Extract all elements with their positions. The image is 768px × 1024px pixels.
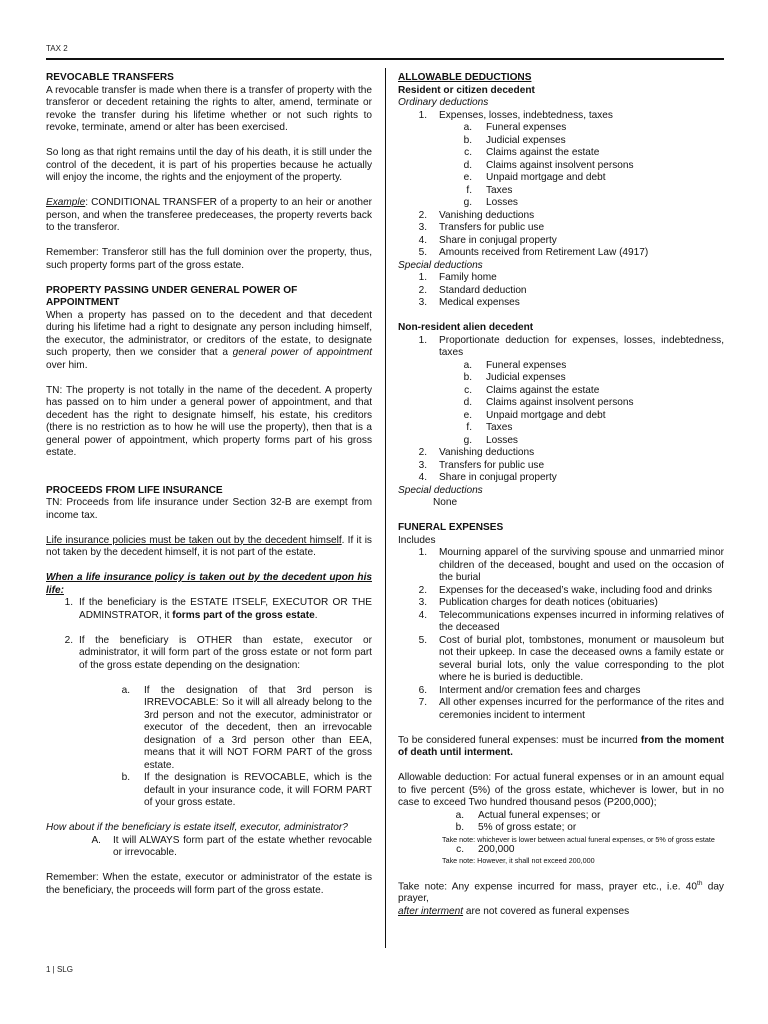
column-divider [385,68,386,948]
list-letter: b. [455,822,464,833]
list-letter: a. [463,359,472,371]
revocable-heading: REVOCABLE TRANSFERS [46,72,174,83]
beneficiary-question: How about if the beneficiary is estate itself, executor, administrator? [46,822,348,833]
list-item [46,635,372,673]
take-note-cap: Take note: However, it shall not exceed 200,000 [442,856,595,865]
funeral-includes: Includes [398,534,436,546]
list-text: If the designation of that 3rd person is IRREVOCABLE: So it will all already belong to the 3rd person and not the executor, administrator or executor of the decedent, then an irrevocable designation of a 3rd person other than EEA, means that it will NOT FORM PART of the gross estate. [144,684,372,771]
list-item [398,410,724,423]
list-text: Losses [486,197,518,208]
funeral-final-note [398,878,724,919]
list-letter: b. [121,772,130,783]
list-text: Claims against insolvent persons [486,159,634,171]
list-number: 5. [418,247,427,258]
example-text: : CONDITIONAL TRANSFER of a property to an heir or another person, and when the transferee predeceases, the property reverts back to the transferor. [46,197,372,233]
item1-end: . [314,609,318,621]
list-item [46,685,372,773]
list-number: 2. [418,209,427,221]
final-note-end: are not covered as funeral expenses [463,905,630,917]
insurance-tn: TN: Proceeds from life insurance under Section 32-B are exempt from income tax. [46,497,372,521]
list-item [398,110,724,123]
revocable-p1: A revocable transfer is made when there is a transfer of property with the transferor or decedent retaining the rights to alter, amend, terminate or revoke the transfer during his lifetime whether or not such rights to revoke, terminate, amend or alter has been exercised. [46,84,372,133]
list-item [46,772,372,810]
list-text: All other expenses incurred for the performance of the rites and ceremonies incident to interment [439,697,724,721]
left-column [46,72,372,910]
gpa-p1-end: over him. [46,359,88,371]
list-item [398,197,724,210]
list-item [398,435,724,448]
list-letter: e. [463,172,472,183]
list-item [398,360,724,373]
list-letter: c. [456,843,464,855]
list-item [398,597,724,610]
example-label: Example [46,197,86,208]
insurance-heading: PROCEEDS FROM LIFE INSURANCE [46,484,223,496]
list-item [398,185,724,198]
final-note-text: Take note: Any expense incurred for mass, prayer etc., i.e. 40 [398,880,698,892]
revocable-p2: So long as that right remains until the day of his death, it is still under the control of the decedent, it is part of his properties because he actually will enjoy the income, the rights and the enjoyment of the property. [46,147,372,183]
item1-text: If the beneficiary is the ESTATE ITSELF, EXECUTOR OR THE ADMINSTRATOR, it [79,597,372,621]
list-number: 4. [418,609,427,621]
list-text: Interment and/or cremation fees and charges [439,684,641,696]
list-item [398,272,724,285]
list-item [398,147,724,160]
list-text: Claims against the estate [486,384,600,396]
gpa-p1-text: When a property has passed on to the decedent and that decedent during his lifetime had a right to designate any person including himself, the executor, the administrator, or creditors of the estate, to designate such property, then we consider that a [46,309,372,358]
list-letter: d. [463,397,472,408]
list-text: 200,000 [478,843,515,855]
gpa-p1-italic: general power of appointment [232,347,372,358]
list-item [398,547,724,585]
list-item [398,397,724,410]
list-number: 4. [418,472,427,483]
consider-bold: from the moment of death until interment. [398,734,724,758]
list-text: Taxes [486,422,513,433]
page-footer: 1 | SLG [46,965,73,974]
list-text: Vanishing deductions [439,447,535,458]
list-text: Claims against insolvent persons [486,397,634,408]
list-item [398,135,724,148]
policy-rule-underlined: Life insurance policies must be taken out by the decedent himself [46,534,342,546]
list-number: 2. [418,447,427,458]
list-text: Cost of burial plot, tombstones, monument or mausoleum but not their upkeep. In case the deceased owns a family estate or several burial lots, only the value corresponding to the plot where he is buried is deductible. [439,634,724,683]
nra-special-none: None [433,497,458,508]
list-number: 2. [418,584,427,596]
list-item [398,335,724,360]
list-letter: g. [463,434,472,446]
right-column [398,72,724,918]
running-header: TAX 2 [46,44,68,53]
take-note-lower: Take note: whichever is lower between actual funeral expenses, or 5% of gross estate [442,834,715,844]
list-item [398,447,724,460]
list-letter: g. [463,197,472,208]
list-number: 7. [418,697,427,708]
list-number: 3. [418,597,427,608]
list-number: 1. [418,272,427,283]
list-text: Claims against the estate [486,147,600,158]
list-item [398,247,724,260]
list-item [398,822,724,835]
list-text: Funeral expenses [486,359,567,371]
list-text: Proportionate deduction for expenses, losses, indebtedness, taxes [439,334,724,358]
list-item [398,285,724,298]
list-item [398,685,724,698]
list-number: 3. [418,297,427,308]
list-text: Losses [486,434,518,446]
list-text: 5% of gross estate; or [478,822,577,833]
list-text: Transfers for public use [439,459,545,471]
list-text: Funeral expenses [486,122,567,133]
list-text: Share in conjugal property [439,472,557,483]
list-number: 5. [418,634,427,646]
list-item [398,697,724,722]
gpa-heading: PROPERTY PASSING UNDER GENERAL POWER OF APPOINTMENT [46,284,298,308]
list-item [398,422,724,435]
list-letter: a. [463,122,472,133]
final-note-mid: day prayer, [398,880,724,905]
list-text: Transfers for public use [439,222,545,233]
list-item [46,835,372,860]
list-item [398,810,724,823]
list-number: 1. [418,109,427,121]
list-item [398,210,724,223]
final-note-sup: th [697,879,703,887]
funeral-allowable: Allowable deduction: For actual funeral expenses or in an amount equal to five percent (5%) of the gross estate, whichever is lower, but in no case to exceed Two hundred thousand pesos (P200,000); [398,772,724,808]
list-text: Amounts received from Retirement Law (4917) [439,247,649,258]
list-item [398,585,724,598]
revocable-remember: Remember: Transferor still has the full dominion over the property, thus, such property forms part of the gross estate. [46,247,372,271]
list-item [398,235,724,248]
list-letter: a. [455,809,464,821]
list-number: 1. [64,597,73,608]
nra-special-label: Special deductions [398,484,483,496]
list-text: Vanishing deductions [439,209,535,221]
list-text: Expenses for the deceased’s wake, including food and drinks [439,584,713,596]
ordinary-label: Ordinary deductions [398,97,489,108]
funeral-heading: FUNERAL EXPENSES [398,522,504,533]
list-letter: c. [464,384,472,396]
list-letter: a. [121,684,130,696]
list-text: Judicial expenses [486,134,566,146]
list-item [398,222,724,235]
consider-text: To be considered funeral expenses: must be incurred [398,734,641,746]
list-letter: c. [464,147,472,158]
list-text: Judicial expenses [486,372,566,383]
when-heading: When a life insurance policy is taken out by the decedent upon his life: [46,572,372,596]
gpa-p2: TN: The property is not totally in the name of the decedent. A property has passed on to him under a general power of appointment, and that decedent has the right to designate himself, his estate, his creditors (there is no restriction as to how he will use the property), then that is a general power of appointment, which property forms part of his gross estate. [46,384,372,458]
list-item [398,172,724,185]
list-item [398,297,724,310]
list-text: Actual funeral expenses; or [478,809,601,821]
list-text: Publication charges for death notices (obituaries) [439,597,658,608]
list-text: Standard deduction [439,284,527,296]
list-number: 2. [418,284,427,296]
final-note-italic: after interment [398,905,464,917]
list-text: If the designation is REVOCABLE, which is the default in your insurance code, it will FORM PART of your gross estate. [144,772,372,808]
list-letter: f. [466,422,472,433]
list-number: 3. [418,459,427,471]
list-letter: A. [91,834,101,846]
list-letter: b. [463,372,472,383]
list-item [398,385,724,398]
list-text: If the beneficiary is OTHER than estate, executor or administrator, it will form part of the gross estate or not form part of the gross estate depending on the designation: [79,634,372,671]
list-text: Telecommunications expenses incurred in informing relatives of the deceased [439,609,724,633]
list-text: Family home [439,272,497,283]
list-number: 2. [64,634,73,646]
list-item [398,460,724,473]
allowable-heading: ALLOWABLE DEDUCTIONS [398,72,532,83]
list-text: Expenses, losses, indebtedness, taxes [439,109,613,121]
special-label: Special deductions [398,259,483,271]
funeral-consider [398,735,724,760]
list-letter: e. [463,409,472,421]
list-text: Mourning apparel of the surviving spouse and unmarried minor children of the deceased, bought and used on the occasion of the burial [439,547,724,583]
list-text: Share in conjugal property [439,234,557,246]
header-rule [46,58,724,60]
list-text: Medical expenses [439,297,520,308]
list-number: 1. [418,547,427,558]
insurance-policy-rule [46,535,372,560]
list-item [46,597,372,622]
list-item [398,472,724,485]
policy-rule-rest: . If it is not taken by the decedent himself, it is not part of the estate. [46,534,372,558]
list-number: 6. [418,684,427,696]
resident-heading: Resident or citizen decedent [398,84,535,96]
list-text: Unpaid mortgage and debt [486,409,606,421]
list-number: 1. [418,334,427,346]
list-letter: d. [463,159,472,171]
revocable-example [46,197,372,235]
list-number: 4. [418,234,427,246]
gpa-p1 [46,310,372,373]
list-letter: f. [466,184,472,196]
list-text: Unpaid mortgage and debt [486,172,606,183]
list-item [398,160,724,173]
nra-heading: Non-resident alien decedent [398,322,534,333]
list-text: It will ALWAYS form part of the estate whether revocable or irrevocable. [113,834,372,858]
list-item [398,635,724,685]
list-item [398,372,724,385]
list-text [79,597,372,622]
list-item [398,844,724,857]
item1-bold: forms part of the gross estate [172,609,315,621]
list-number: 3. [418,222,427,233]
insurance-remember: Remember: When the estate, executor or administrator of the estate is the beneficiary, the proceeds will form part of the gross estate. [46,872,372,896]
list-item [398,610,724,635]
list-letter: b. [463,134,472,146]
list-text: Taxes [486,184,513,196]
list-item [398,122,724,135]
